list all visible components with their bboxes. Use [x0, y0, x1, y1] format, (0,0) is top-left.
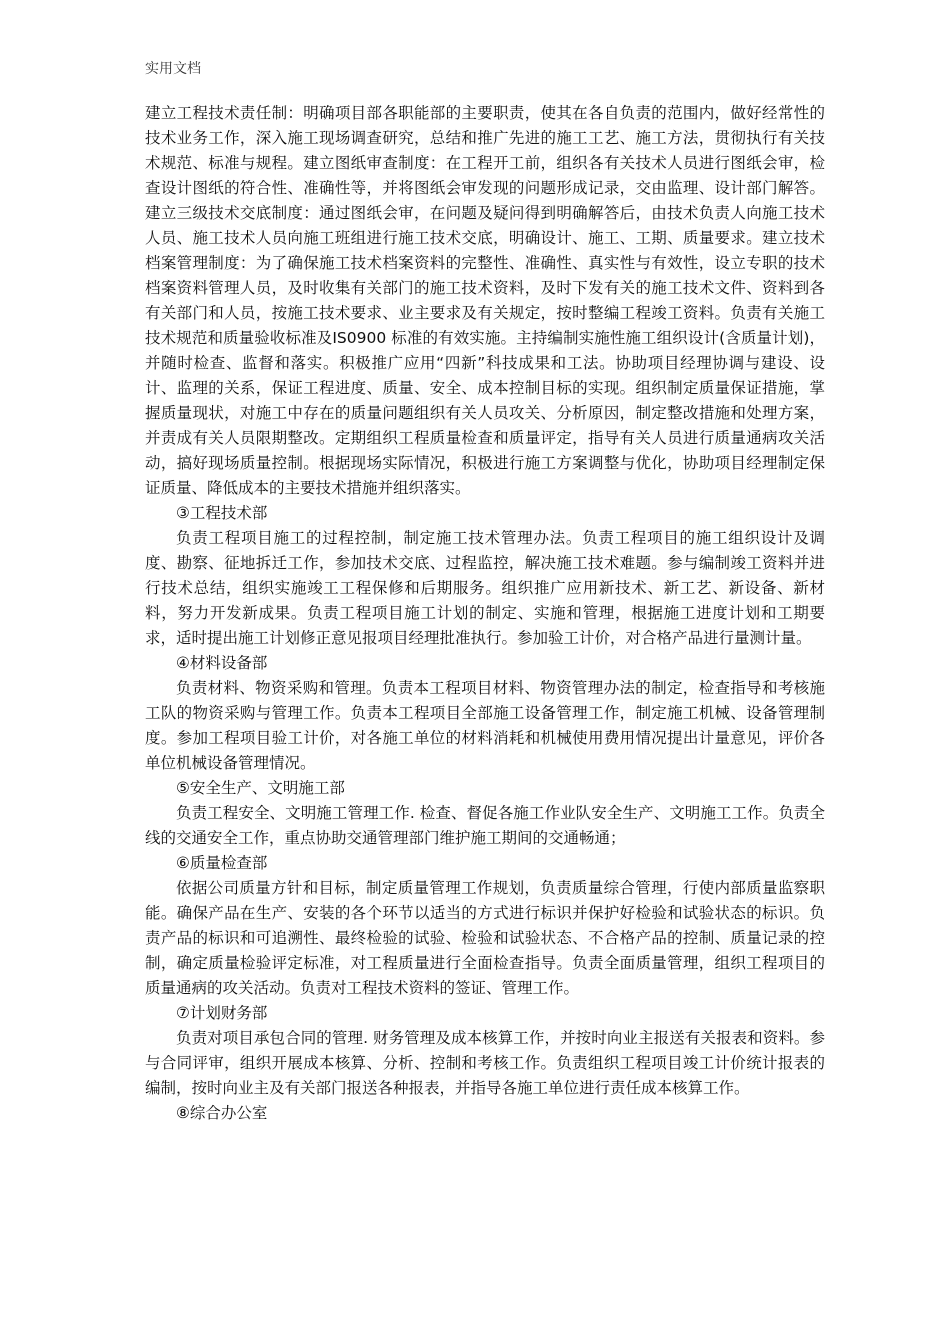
intro-paragraph: 建立工程技术责任制：明确项目部各职能部的主要职责，使其在各自负责的范围内，做好经常性的技术业务工作，深入施工现场调查研究，总结和推广先进的施工工艺、施工方法，贯彻执行有关技术规范、标准与规程。建立图纸审查制度：在工程开工前，组织各有关技术人员进行图纸会审，检查设计图纸的符合性、准确性等，并将图纸会审发现的问题形成记录，交由监理、设计部门解答。建立三级技术交底制度：通过图纸会审，在问题及疑问得到明确解答后，由技术负责人向施工技术人员、施工技术人员向施工班组进行施工技术交底，明确设计、施工、工期、质量要求。建立技术档案管理制度：为了确保施工技术档案资料的完整性、准确性、真实性与有效性，设立专职的技术档案资料管理人员，及时收集有关部门的施工技术资料，及时下发有关的施工技术文件、资料到各有关部门和人员，按施工技术要求、业主要求及有关规定，按时整编工程竣工资料。负责有关施工技术规范和质量验收标准及IS0900 标准的有效实施。主持编制实施性施工组织设计(含质量计划)，并随时检查、监督和落实。积极推广应用“四新”科技成果和工法。协助项目经理协调与建设、设计、监理的关系，保证工程进度、质量、安全、成本控制目标的实现。组织制定质量保证措施，掌握质量现状，对施工中存在的质量问题组织有关人员攻关、分析原因，制定整改措施和处理方案，并责成有关人员限期整改。定期组织工程质量检查和质量评定，指导有关人员进行质量通病攻关活动，搞好现场质量控制。根据现场实际情况，积极进行施工方案调整与优化，协助项目经理制定保证质量、降低成本的主要技术措施并组织落实。 [145, 104, 825, 497]
page-header: 实用文档 [145, 61, 201, 77]
section-heading-quality: ⑥质量检查部 [176, 854, 268, 872]
section-heading-materials: ④材料设备部 [176, 654, 268, 672]
section-paragraph-engineering: 负责工程项目施工的过程控制，制定施工技术管理办法。负责工程项目的施工组织设计及调度、勘察、征地拆迁工作，参加技术交底、过程监控，解决施工技术难题。参与编制竣工资料并进行技术总结，组织实施竣工工程保修和后期服务。组织推广应用新技术、新工艺、新设备、新材料，努力开发新成果。负责工程项目施工计划的制定、实施和管理，根据施工进度计划和工期要求，适时提出施工计划修正意见报项目经理批准执行。参加验工计价，对合格产品进行量测计量。 [145, 529, 825, 647]
document-body [145, 101, 825, 1126]
section-paragraph-safety: 负责工程安全、文明施工管理工作. 检查、督促各施工作业队安全生产、文明施工工作。负责全线的交通安全工作，重点协助交通管理部门维护施工期间的交通畅通； [145, 804, 825, 847]
section-paragraph-finance: 负责对项目承包合同的管理. 财务管理及成本核算工作，并按时向业主报送有关报表和资料。参与合同评审，组织开展成本核算、分析、控制和考核工作。负责组织工程项目竣工计价统计报表的编制，按时向业主及有关部门报送各种报表，并指导各施工单位进行责任成本核算工作。 [145, 1029, 825, 1097]
section-paragraph-quality: 依据公司质量方针和目标，制定质量管理工作规划，负责质量综合管理，行使内部质量监察职能。确保产品在生产、安装的各个环节以适当的方式进行标识并保护好检验和试验状态的标识。负责产品的标识和可追溯性、最终检验的试验、检验和试验状态、不合格产品的控制、质量记录的控制，确定质量检验评定标准，对工程质量进行全面检查指导。负责全面质量管理，组织工程项目的质量通病的攻关活动。负责对工程技术资料的签证、管理工作。 [145, 879, 825, 997]
section-heading-safety: ⑤安全生产、文明施工部 [176, 779, 345, 797]
section-heading-engineering: ③工程技术部 [176, 504, 268, 522]
section-heading-office: ⑧综合办公室 [176, 1104, 268, 1122]
section-heading-finance: ⑦计划财务部 [176, 1004, 268, 1022]
section-paragraph-materials: 负责材料、物资采购和管理。负责本工程项目材料、物资管理办法的制定，检查指导和考核施工队的物资采购与管理工作。负责本工程项目全部施工设备管理工作，制定施工机械、设备管理制度。参加工程项目验工计价，对各施工单位的材料消耗和机械使用费用情况提出计量意见，评价各单位机械设备管理情况。 [145, 679, 825, 772]
